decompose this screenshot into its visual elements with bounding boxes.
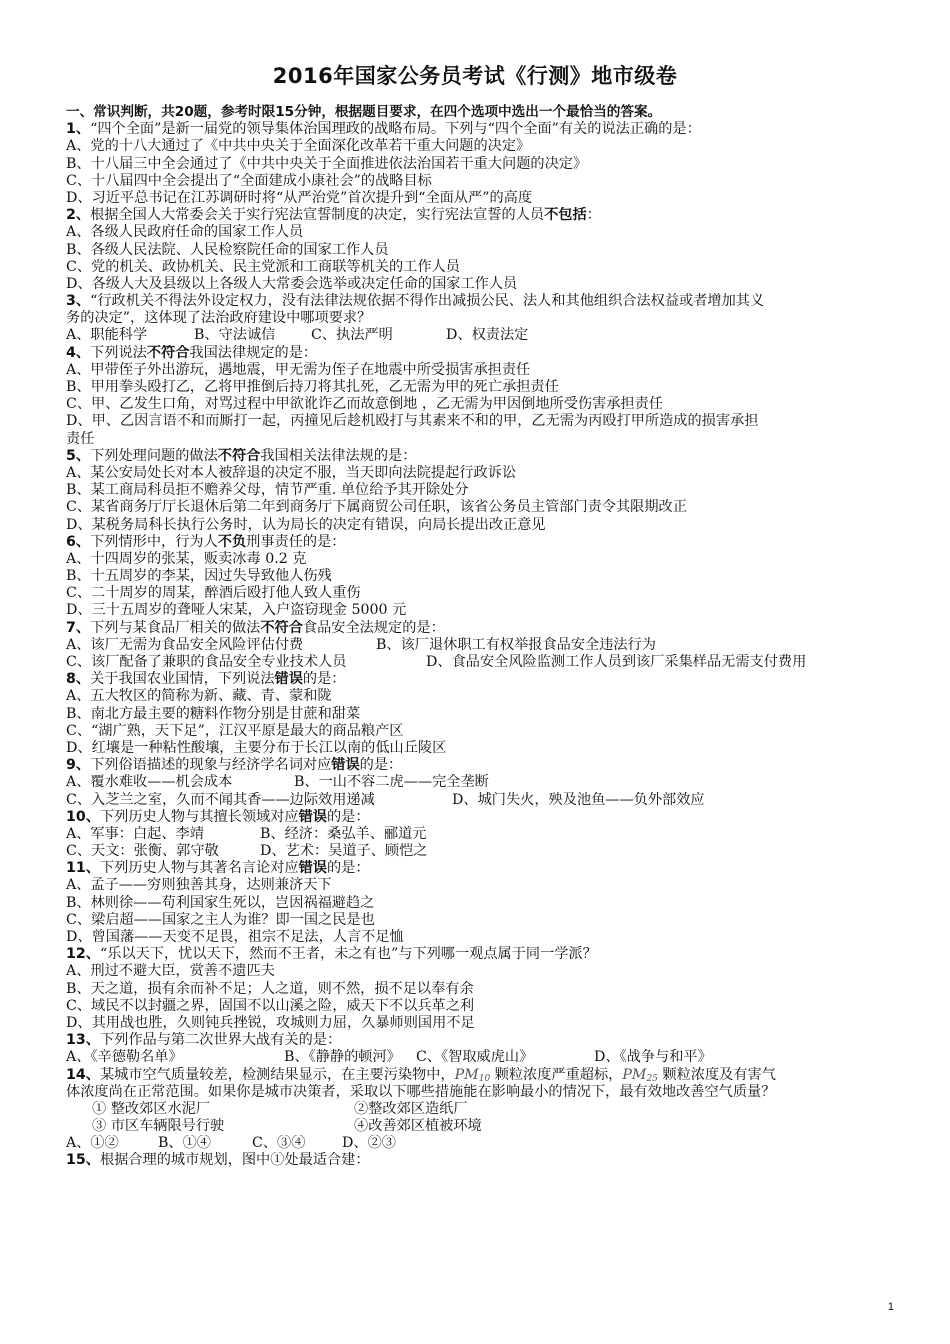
stem-text: 下列说法 [90,344,147,361]
option: C、天文：张衡、郭守敬 [66,843,219,860]
option: D、习近平总书记在江苏调研时将“从严治党”首次提升到“全面从严”的高度 [66,189,533,206]
stem-keyword: 错误 [274,671,303,688]
option-row [66,637,902,654]
option: B、该厂退休职工有权举报食品安全违法行为 [376,636,656,653]
option-row [66,327,902,344]
option: D、某税务局科长执行公务时，认为局长的决定有错误，向局长提出改正意见 [66,516,546,533]
measure-row [66,1118,902,1135]
option: B、甲用拳头殴打乙，乙将甲推倒后持刀将其扎死，乙无需为甲的死亡承担责任 [66,379,559,395]
option: B、天之道，损有余而补不足；人之道，则不然，损不足以奉有余 [66,980,474,997]
option: C、甲、乙发生口角，对骂过程中甲欲讹诈乙而故意倒地 ，乙无需为甲因倒地所受伤害承担责任 [66,396,664,413]
page-number: 1 [887,1301,894,1313]
stem-text: 颗粒浓度严重超标， [490,1066,623,1083]
option: D、甲、乙因言语不和而厮打一起，丙撞见后趁机殴打与其素来不和的甲，乙无需为丙殴打甲所造成的损害承担 [66,413,759,430]
option: D、其用战也胜，久则钝兵挫锐，攻城则力屈，久暴师则国用不足 [66,1014,475,1031]
option: B、守法诚信 [194,327,276,344]
option: D、食品安全风险监测工作人员到该厂采集样品无需支付费用 [426,654,807,670]
option: B、经济：桑弘羊、郦道元 [260,825,427,842]
pm10-symbol: $PM_{10}$ [454,1066,491,1084]
question-number: 5、 [66,447,91,464]
question-number: 11、 [66,860,100,877]
stem-text: 的是： [326,808,370,825]
option: D、各级人大及县级以上各级人大常委会选举或决定任命的国家工作人员 [66,275,518,292]
stem-keyword: 错误 [298,808,327,825]
option: A、该厂无需为食品安全风险评估付费 [66,636,304,653]
option: B、各级人民法院、人民检察院任命的国家工作人员 [66,241,389,258]
option: C、入芝兰之室，久而不闻其香——边际效用递减 [66,791,375,808]
question-number: 2、 [66,207,91,224]
option: B、林则徐——苟利国家生死以，岂因祸福避趋之 [66,894,375,911]
option: D、三十五周岁的聋哑人宋某，入户盗窃现金 5000 元 [66,602,407,619]
question-stem-continued [66,310,902,327]
stem-text: 我国相关法律法规的是： [260,447,417,464]
option: A、①② [66,1135,119,1152]
option: D、权责法定 [446,327,529,344]
option: C、二十周岁的周某，醉酒后殴打他人致人重伤 [66,585,361,602]
question-stem-continued: 体浓度尚在正常范围。如果你是城市决策者，采取以下哪些措施能在影响最小的情况下，最有效地改善空气质量？ [66,1083,776,1100]
option: A、孟子——穷则独善其身，达则兼济天下 [66,877,332,894]
stem-text: 下列与某食品厂相关的做法 [90,619,261,636]
option: C、党的机关、政协机关、民主党派和工商联等机关的工作人员 [66,258,460,275]
stem-text: 颗粒浓度及有害气 [657,1066,776,1083]
question-stem [66,293,902,310]
section-heading: 一、常识判断，共20题，参考时限15分钟，根据题目要求，在四个选项中选出一个最恰当的答案。 [66,104,662,120]
stem-text: “四个全面”是新一届党的领导集体治国理政的战略布局。下列与“四个全面”有关的说法正确的是： [90,121,701,138]
option: C、③④ [252,1135,306,1152]
question-stem [66,207,902,224]
question-number: 6、 [66,533,91,550]
stem-text: 下列处理问题的做法 [90,447,218,464]
option: D、红壤是一种粘性酸壤，主要分布于长江以南的低山丘陵区 [66,739,447,756]
question-number: 15、 [66,1152,100,1169]
question-stem [66,345,902,362]
question-stem [66,1067,902,1084]
pm25-subscript: 25 [646,1073,658,1084]
option: C、执法严明 [311,327,393,344]
stem-text: 我国法律规定的是： [189,344,318,361]
option: B、南北方最主要的糖料作物分别是甘蔗和甜菜 [66,705,361,722]
stem-keyword: 不符合 [146,344,190,361]
measure-item: ④改善郊区植被环境 [354,1118,482,1135]
question-number: 8、 [66,671,91,688]
stem-text: “乐以天下，忧以天下，然而不王者，未之有也”与下列哪一观点属于同一学派？ [99,946,597,963]
option: A、甲带侄子外出游玩，遇地震，甲无需为侄子在地震中所受损害承担责任 [66,361,531,378]
option: C、十八届四中全会提出了“全面建成小康社会”的战略目标 [66,172,432,189]
option: A、某公安局处长对本人被辞退的决定不服，当天即向法院提起行政诉讼 [66,464,517,481]
option: B、十五周岁的李某，因过失导致他人伤残 [66,568,332,585]
option: D、②③ [342,1135,396,1152]
question-number: 4、 [66,344,91,361]
option: B、某工商局科员拒不赡养父母，情节严重. 单位给予其开除处分 [66,482,469,499]
stem-text: 食品安全法规定的是： [302,619,445,636]
option-row [66,774,902,791]
option: B、一山不容二虎——完全垄断 [294,774,489,791]
option: D、曾国藩——天变不足畏，祖宗不足法，人言不足恤 [66,929,404,945]
option: A、军事：白起、李靖 [66,825,204,842]
question-number: 14、 [66,1066,100,1083]
question-stem [66,1152,902,1169]
question-stem [66,1032,902,1049]
option: D、艺术：吴道子、顾恺之 [260,843,428,860]
option: C、该厂配备了兼职的食品安全专业技术人员 [66,654,347,670]
pm25-symbol: $PM_{25}$ [622,1066,658,1084]
stem-text: 某城市空气质量较差，检测结果显示，在主要污染物中， [99,1066,455,1083]
stem-text: 的是： [326,860,370,877]
pm10-subscript: 10 [478,1073,491,1084]
option: C、梁启超——国家之主人为谁？即一国之民是也 [66,911,375,928]
stem-keyword: 错误 [331,757,360,774]
stem-text: 的是： [359,757,403,774]
question-stem [66,620,902,637]
stem-text: 务的决定”，这体现了法治政府建设中哪项要求？ [66,310,372,327]
option: C、某省商务厅厅长退休后第二年到商务厅下属商贸公司任职，该省公务员主管部门责令其限期改正 [66,499,687,516]
question-number: 13、 [66,1032,100,1049]
option: 责任 [66,430,95,447]
option: B、十八届三中全会通过了《中共中央关于全面推进依法治国若干重大问题的决定》 [66,155,588,172]
stem-keyword: 不负 [217,533,247,550]
stem-keyword: 不包括 [544,207,587,224]
question-stem [66,448,902,465]
stem-keyword: 不符合 [217,447,261,464]
option: A、党的十八大通过了《中共中央关于全面深化改革若干重大问题的决定》 [66,138,531,155]
stem-text: 下列作品与第二次世界大战有关的是： [99,1032,342,1049]
option-row [66,1135,902,1152]
question-stem [66,946,902,963]
question-number: 9、 [66,757,91,774]
option: C、“湖广熟，天下足”，江汉平原是最大的商品粮产区 [66,722,404,739]
option-row [66,654,902,671]
question-stem [66,809,902,826]
option: A、刑过不避大臣，赏善不遗匹夫 [66,963,275,980]
stem-text: 下列俗语描述的现象与经济学名词对应 [90,757,332,774]
option-row [66,843,902,860]
option: A、十四周岁的张某，贩卖冰毒 0.2 克 [66,550,307,567]
option: B、《静静的顿河》 [284,1049,401,1066]
question-number: 1、 [66,121,91,138]
option-row [66,792,902,809]
stem-text: 关于我国农业国情，下列说法 [90,671,275,688]
stem-text: 根据全国人大常委会关于实行宪法宣誓制度的决定，实行宪法宣誓的人员 [90,207,545,224]
stem-text: 下列历史人物与其著名言论对应 [99,860,299,877]
measure-item: ②整改郊区造纸厂 [354,1100,468,1117]
page-title: 2016年国家公务员考试《行测》地市级卷 [272,64,678,88]
question-stem [66,671,902,688]
question-number: 7、 [66,619,91,636]
stem-keyword: 错误 [298,860,327,877]
option: A、各级人民政府任命的国家工作人员 [66,224,304,241]
stem-text: 根据合理的城市规划，图中①处最适合建： [99,1152,370,1169]
stem-text: 刑事责任的是： [246,533,346,550]
question-stem [66,121,902,138]
stem-text: “行政机关不得法外设定权力，没有法律法规依据不得作出减损公民、法人和其他组织合法权益或者增加其义 [90,293,765,310]
option-row [66,1049,902,1066]
question-number: 10、 [66,808,100,825]
stem-text: 下列情形中，行为人 [90,533,218,550]
option: C、域民不以封疆之界，固国不以山溪之险，威天下不以兵革之利 [66,997,475,1014]
question-list [66,104,902,1170]
option-row [66,826,902,843]
measure-item: ③ 市区车辆限号行驶 [92,1118,225,1135]
question-stem [66,534,902,551]
option: B、①④ [158,1135,211,1152]
stem-text: 的是： [302,671,346,688]
question-number: 12、 [66,946,100,963]
option: A、《辛德勒名单》 [66,1049,183,1066]
option: D、《战争与和平》 [594,1049,712,1066]
stem-text: ： [586,207,601,224]
stem-keyword: 不符合 [260,619,303,636]
question-number: 3、 [66,293,91,310]
measure-item: ① 整改郊区水泥厂 [92,1100,211,1117]
question-stem [66,860,902,877]
option: D、城门失火，殃及池鱼——负外部效应 [452,791,705,808]
option: A、覆水难收——机会成本 [66,774,233,791]
option: A、职能科学 [66,327,148,344]
stem-text: 下列历史人物与其擅长领域对应 [99,808,299,825]
option: C、《智取威虎山》 [416,1049,534,1066]
question-stem [66,757,902,774]
measure-row [66,1101,902,1118]
option: A、五大牧区的简称为新、藏、青、蒙和陇 [66,688,332,705]
